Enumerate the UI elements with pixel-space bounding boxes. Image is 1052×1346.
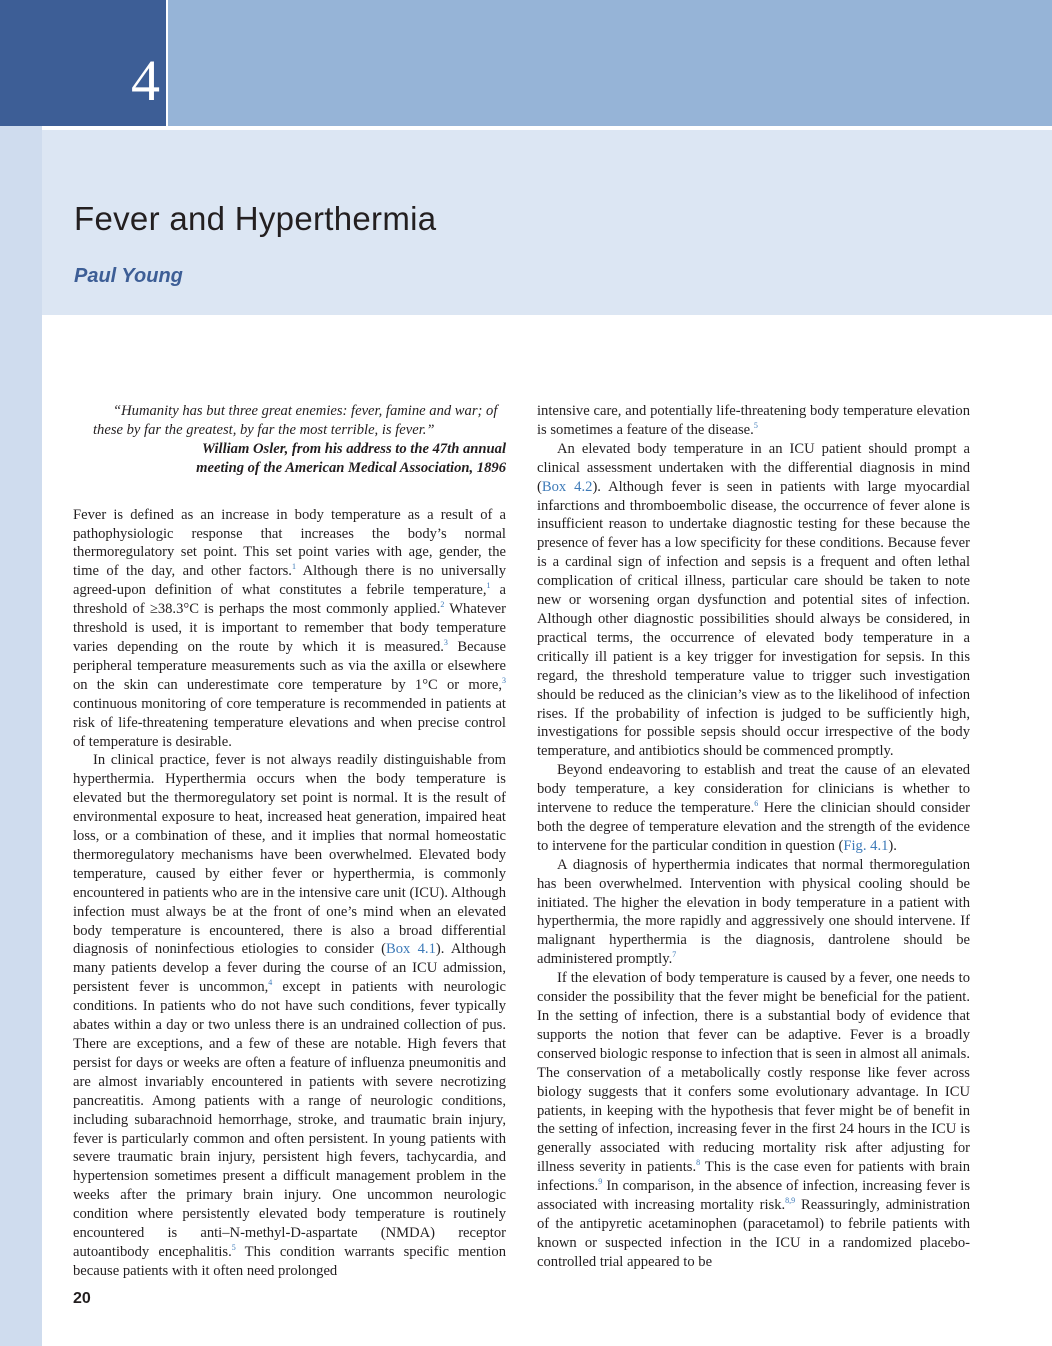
header-divider [166,0,168,126]
fig-4-1-link[interactable]: Fig. 4.1 [843,837,889,854]
box-4-1-link[interactable]: Box 4.1 [385,941,436,958]
paragraph-left-2: In clinical practice, fever is not always readily distinguishable from hyperthermia. Hyperthermia occurs when the body temperature is elevated but the thermoregulatory set point is normal. It is the result of environmental exposure to heat, increased heat generation, impaired heat loss, or a combination of these, and it implies that normal homeostatic thermoregulatory mechanisms have been overwhelmed. Elevated body temperature, caused by either fever or hyperthermia, is commonly encountered in patients who are in the intensive care unit (ICU). Although infection must always be at the front of one’s mind when an elevated body temperature is encountered, there is also a broad differential diagnosis of noninfectious etiologies to consider (Box 4.1). Although many patients develop a fever during the course of an ICU admission, persistent fever is uncommon,$^4$ except in patients with neurologic conditions. In patients who do not have such conditions, fever typically abates within a day or two unless there is an undrained collection of pus. There are exceptions, and a few of these are notable. High fevers that persist for days or weeks are often a feature of influenza pneumonitis and are almost invariably encountered in patients with severe necrotizing pancreatitis. Among patients with a range of neurologic conditions, including subarachnoid hemorrhage, stroke, and traumatic brain injury, fever is particularly common and often persistent. In young patients with severe traumatic brain injury, persistent high fevers, tachycardia, and hypertension sometimes present a difficult management problem in the weeks after the primary brain injury. One uncommon neurologic condition where persistently elevated body temperature is routinely encountered is anti–N-methyl-D-aspartate (NMDA) receptor autoantibody encephalitis.$^5$ This condition warrants specific mention because patients with it often need prolonged [73,752,507,1279]
chapter-number-box [0,0,166,126]
paragraph-right-3: Beyond endeavoring to establish and treat the cause of an elevated body temperature, a key consideration for clinicians is whether to intervene to reduce the temperature.$^6$ Here the clinician should consider both the degree of temperature elevation and the strength of the evidence to intervene for the particular condition in question (Fig. 4.1). [537,762,970,854]
chapter-author: Paul Young [74,265,183,287]
citation-7[interactable]: 7 [672,950,677,960]
epigraph-attribution-line2: meeting of the American Medical Association, 1896 [196,459,506,476]
left-margin-strip [0,0,42,1346]
box-4-2-link[interactable]: Box 4.2 [541,478,593,495]
citation-3[interactable]: 3 [502,675,506,685]
paragraph-left-1: Fever is defined as an increase in body temperature as a result of a pathophysiologic response that increases the body’s normal thermoregulatory set point. This set point varies with age, gender, the time of the day, and other factors.$^1$ Although there is no universally agreed-upon definition of what constitutes a febrile temperature,$^1$ a threshold of ≥38.3°C is perhaps the most commonly applied.$^2$ Whatever threshold is used, it is important to remember that body temperature varies depending on the route by which it is measured.$^3$ Because peripheral temperature measurements such as via the axilla or elsewhere on the skin can underestimate core temperature by 1°C or more,$^3$ continuous monitoring of core temperature is recommended in patients at risk of life-threatening temperature elevations and when precise control of temperature is desirable. [73,506,506,750]
citation-8[interactable]: 8 [696,1158,701,1168]
paragraph-right-5: If the elevation of body temperature is caused by a fever, one needs to consider the possibility that the fever might be beneficial for the patient. In the setting of infection, there is a substantial body of evidence that supports the notion that fever can be adaptive. Fever is a broadly conserved biologic response to infection that is seen in almost all animals. The conservation of a metabolically costly response like fever across biology suggests that it confers some evolutionary advantage. In ICU patients, in keeping with the hypothesis that fever might be of benefit in the setting of infection, increasing fever in the first 24 hours in the ICU is generally associated with reducing mortality risk after adjusting for illness severity in patients.$^8$ This is the case even for patients with brain infections.$^9$ In comparison, in the absence of infection, increasing fever is associated with increasing mortality risk.$^{8,9}$ Reassuringly, administration of the antipyretic acetaminophen (paracetamol) to febrile patients with known or suspected infection in the ICU in a randomized placebo-controlled trial appeared to be [537,970,970,1270]
citation-1[interactable]: 1 [486,581,491,591]
chapter-title: Fever and Hyperthermia [74,200,437,237]
paragraph-right-2: An elevated body temperature in an ICU patient should prompt a clinical assessment undertaken with the differential diagnosis in mind (Box 4.2). Although fever is seen in patients with large myocardial infarctions and thromboembolic disease, the occurrence of fever alone is insufficient reason to undertake diagnostic testing for these because the presence of fever has a low specificity for these conditions. Because fever is a cardinal sign of infection and sepsis is a frequent and often lethal complication of critical illness, particular care should be taken to note new or worsening organ dysfunction and potential sites of infection. Although other diagnostic possibilities should always be considered, in practical terms, the occurrence of elevated body temperature in a critically ill patient is a key trigger for investigation for sepsis. In this regard, the threshold temperature value to trigger such investigation should be reduced as the clinician’s view as to the likelihood of infection rises. If the probability of infection is judged to be sufficiently high, investigations for possible sepsis should occur irrespective of the body temperature, and antibiotics should be commenced promptly. [537,440,971,760]
citation-1[interactable]: 1 [291,562,296,572]
citation-6[interactable]: 6 [754,799,759,809]
citation-5[interactable]: 5 [231,1243,236,1253]
epigraph-attribution-line1: William Osler, from his address to the 47th annual [202,440,506,457]
page-number: 20 [73,1290,91,1307]
paragraph-right-1: intensive care, and potentially life-threatening body temperature elevation is sometimes a feature of the disease.$^5$ [537,403,970,438]
citation-8-9[interactable]: 8,9 [785,1196,796,1206]
header-band [168,0,1052,126]
left-column [73,402,506,1281]
citation-3[interactable]: 3 [443,638,448,648]
paragraph-right-4: A diagnosis of hyperthermia indicates that normal thermoregulation has been overwhelmed. Intervention with physical cooling should be initiated. The higher the elevation in body temperature in a patient with hyperthermia, the more rapidly and aggressively one should intervene. If malignant hyperthermia is the diagnosis, dantrolene should be administered promptly.$^7$ [537,856,970,968]
citation-2[interactable]: 2 [440,600,445,610]
citation-5[interactable]: 5 [753,421,758,431]
chapter-number: 4 [131,48,160,113]
citation-9[interactable]: 9 [598,1177,603,1187]
right-column [537,402,970,1272]
citation-4[interactable]: 4 [268,978,273,988]
epigraph [73,402,506,478]
epigraph-quote: “Humanity has but three great enemies: fever, famine and war; of these by far the greatest, by far the most terrible, is fever.” [93,403,498,438]
